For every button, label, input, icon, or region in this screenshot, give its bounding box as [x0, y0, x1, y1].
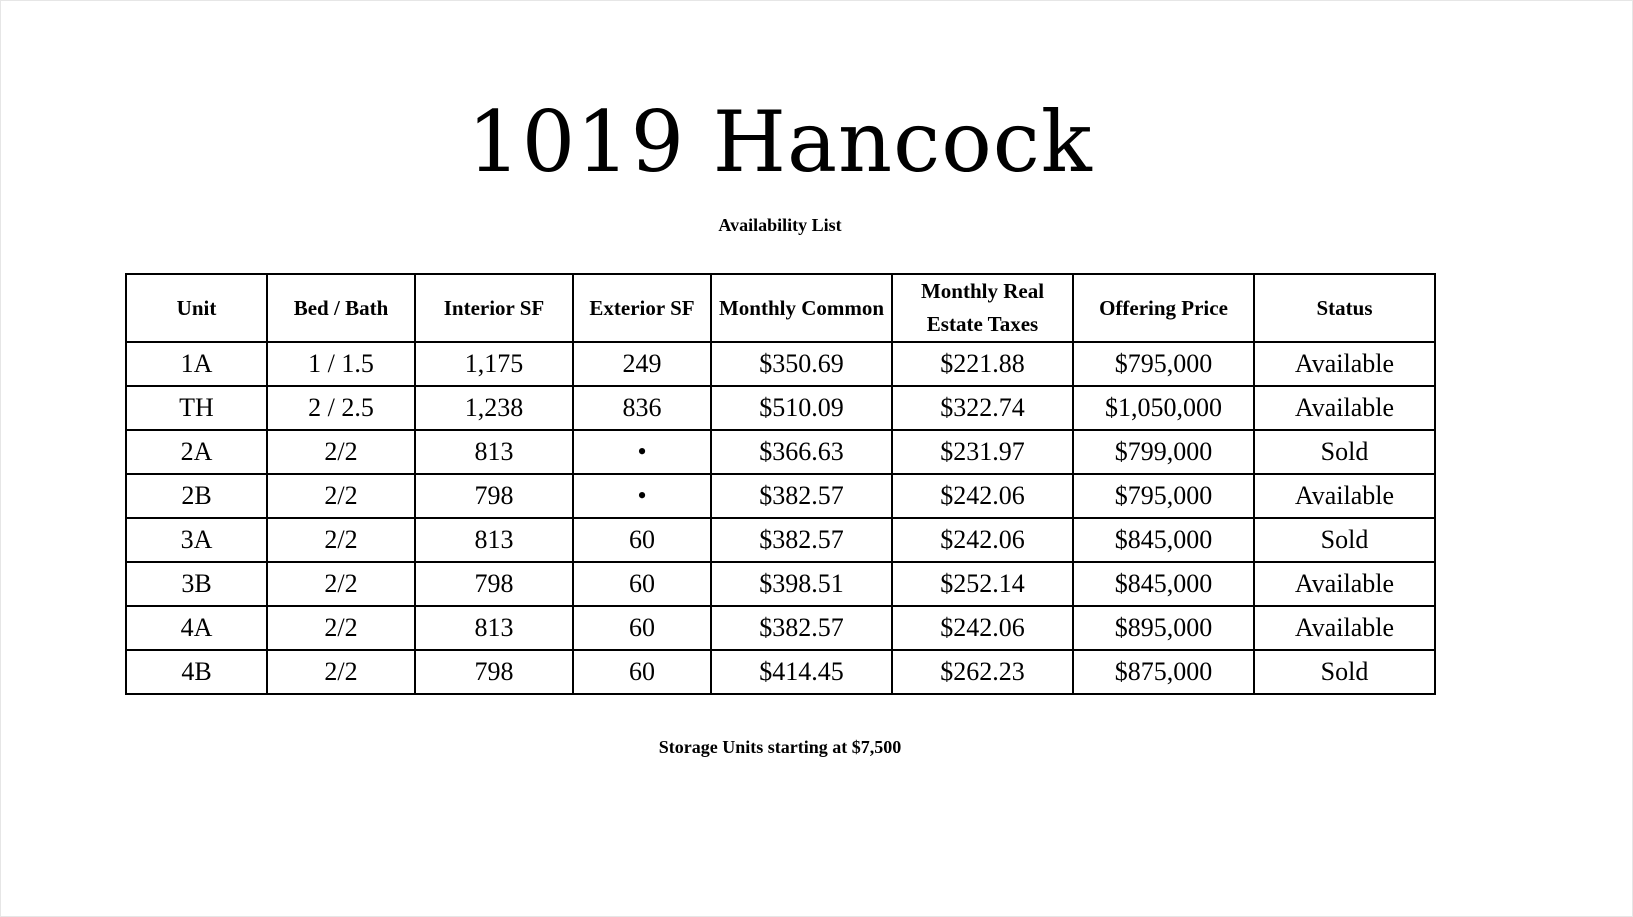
- cell-exterior-sf: •: [573, 430, 711, 474]
- cell-exterior-sf: 249: [573, 342, 711, 386]
- cell-bed-bath: 2 / 2.5: [267, 386, 415, 430]
- cell-exterior-sf: 836: [573, 386, 711, 430]
- cell-interior-sf: 798: [415, 474, 573, 518]
- cell-interior-sf: 813: [415, 430, 573, 474]
- table-row: [126, 518, 1435, 562]
- column-header-exterior-sf: Exterior SF: [573, 274, 711, 342]
- cell-offering-price: $795,000: [1073, 474, 1254, 518]
- cell-offering-price: $895,000: [1073, 606, 1254, 650]
- cell-offering-price: $1,050,000: [1073, 386, 1254, 430]
- cell-unit: 4A: [126, 606, 267, 650]
- cell-unit: 3A: [126, 518, 267, 562]
- cell-status: Available: [1254, 474, 1435, 518]
- cell-monthly-taxes: $252.14: [892, 562, 1073, 606]
- cell-status: Sold: [1254, 518, 1435, 562]
- cell-bed-bath: 1 / 1.5: [267, 342, 415, 386]
- column-header-monthly-common: Monthly Common: [711, 274, 892, 342]
- cell-offering-price: $845,000: [1073, 518, 1254, 562]
- cell-exterior-sf: 60: [573, 518, 711, 562]
- cell-offering-price: $845,000: [1073, 562, 1254, 606]
- cell-status: Sold: [1254, 650, 1435, 694]
- cell-monthly-common: $510.09: [711, 386, 892, 430]
- cell-monthly-taxes: $231.97: [892, 430, 1073, 474]
- table-row: [126, 606, 1435, 650]
- table-header-row: [126, 274, 1435, 342]
- column-header-status: Status: [1254, 274, 1435, 342]
- cell-bed-bath: 2/2: [267, 650, 415, 694]
- cell-status: Sold: [1254, 430, 1435, 474]
- cell-unit: TH: [126, 386, 267, 430]
- cell-offering-price: $875,000: [1073, 650, 1254, 694]
- cell-bed-bath: 2/2: [267, 474, 415, 518]
- table-row: [126, 474, 1435, 518]
- cell-monthly-common: $366.63: [711, 430, 892, 474]
- cell-unit: 1A: [126, 342, 267, 386]
- cell-unit: 2B: [126, 474, 267, 518]
- column-header-bed-bath: Bed / Bath: [267, 274, 415, 342]
- availability-table: [125, 273, 1436, 695]
- cell-unit: 3B: [126, 562, 267, 606]
- cell-monthly-common: $382.57: [711, 606, 892, 650]
- storage-units-note: Storage Units starting at $7,500: [658, 737, 902, 757]
- column-header-unit: Unit: [126, 274, 267, 342]
- column-header-monthly-taxes: Monthly Real Estate Taxes: [892, 274, 1073, 342]
- column-header-interior-sf: Interior SF: [415, 274, 573, 342]
- cell-bed-bath: 2/2: [267, 430, 415, 474]
- cell-status: Available: [1254, 562, 1435, 606]
- cell-exterior-sf: 60: [573, 562, 711, 606]
- cell-interior-sf: 813: [415, 518, 573, 562]
- cell-monthly-common: $382.57: [711, 474, 892, 518]
- cell-status: Available: [1254, 386, 1435, 430]
- cell-interior-sf: 798: [415, 562, 573, 606]
- cell-monthly-taxes: $322.74: [892, 386, 1073, 430]
- cell-unit: 2A: [126, 430, 267, 474]
- cell-interior-sf: 1,238: [415, 386, 573, 430]
- cell-status: Available: [1254, 342, 1435, 386]
- table-row: [126, 562, 1435, 606]
- cell-monthly-taxes: $221.88: [892, 342, 1073, 386]
- cell-monthly-common: $350.69: [711, 342, 892, 386]
- cell-monthly-common: $414.45: [711, 650, 892, 694]
- cell-interior-sf: 813: [415, 606, 573, 650]
- cell-exterior-sf: 60: [573, 606, 711, 650]
- column-header-offering-price: Offering Price: [1073, 274, 1254, 342]
- page-subtitle: Availability List: [718, 215, 842, 235]
- cell-offering-price: $795,000: [1073, 342, 1254, 386]
- cell-bed-bath: 2/2: [267, 562, 415, 606]
- cell-interior-sf: 798: [415, 650, 573, 694]
- cell-bed-bath: 2/2: [267, 606, 415, 650]
- table-row: [126, 342, 1435, 386]
- cell-monthly-taxes: $242.06: [892, 474, 1073, 518]
- cell-monthly-taxes: $242.06: [892, 518, 1073, 562]
- cell-monthly-common: $398.51: [711, 562, 892, 606]
- table-row: [126, 430, 1435, 474]
- cell-status: Available: [1254, 606, 1435, 650]
- cell-interior-sf: 1,175: [415, 342, 573, 386]
- cell-unit: 4B: [126, 650, 267, 694]
- cell-exterior-sf: 60: [573, 650, 711, 694]
- cell-exterior-sf: •: [573, 474, 711, 518]
- cell-monthly-taxes: $242.06: [892, 606, 1073, 650]
- page-title: 1019 Hancock: [467, 93, 1093, 191]
- cell-offering-price: $799,000: [1073, 430, 1254, 474]
- table-row: [126, 650, 1435, 694]
- cell-bed-bath: 2/2: [267, 518, 415, 562]
- cell-monthly-common: $382.57: [711, 518, 892, 562]
- table-row: [126, 386, 1435, 430]
- cell-monthly-taxes: $262.23: [892, 650, 1073, 694]
